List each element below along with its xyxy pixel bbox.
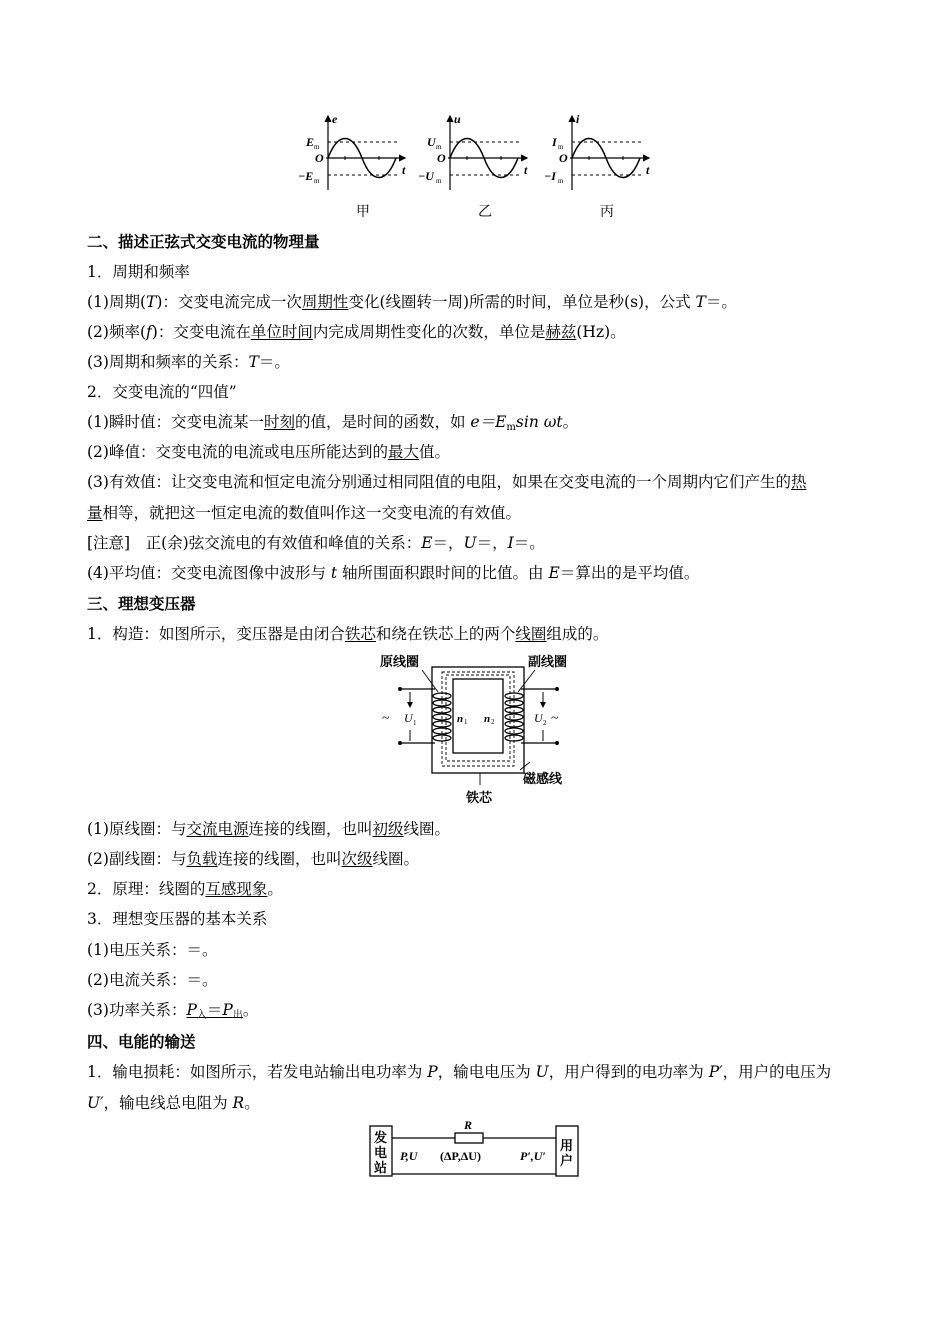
transmission-figure: [368, 1118, 582, 1180]
svg-text:2: 2: [491, 718, 495, 726]
sec2-instantaneous: (1)瞬时值：交变电流某一时刻的值，是时间的函数，如 $e=E_m\sin$ ωt。: [87, 413, 579, 433]
axis-label-u: u: [454, 112, 461, 126]
axis-label-i: i: [576, 112, 580, 126]
svg-text:站: 站: [374, 1160, 388, 1175]
svg-text:m: m: [558, 143, 564, 151]
sec2-average: (4)平均值：交变电流图像中波形与 t 轴所围面积跟时间的比值。由 E＝算出的是平均值。: [87, 564, 700, 582]
sec3-power: (3)功率关系：$P_入=P_出$。: [87, 1001, 259, 1021]
sec2-note: [注意] 正(余)弦交流电的有效值和峰值的关系：E＝，U＝，I＝。: [87, 534, 545, 552]
svg-text:~: ~: [551, 711, 559, 726]
svg-text:U: U: [427, 135, 436, 149]
sec3-sub3: 3．理想变压器的基本关系: [87, 910, 268, 928]
caption-yi: 乙: [478, 205, 492, 220]
heading-sec3: 三、理想变压器: [87, 594, 196, 613]
sec3-structure: 1．构造：如图所示，变压器是由闭合铁芯和绕在铁芯上的两个线圈组成的。: [87, 625, 609, 643]
sec2-period: (1)周期(T)：交变电流完成一次周期性变化(线圈转一周)所需的时间，单位是秒(s)，公式 T＝。: [87, 293, 737, 311]
label-resistor: R: [464, 1118, 473, 1132]
sec2-sub1: 1．周期和频率: [87, 263, 190, 281]
wave-graph-e: [298, 112, 406, 220]
svg-text:(ΔP,ΔU): (ΔP,ΔU): [440, 1149, 481, 1163]
svg-text:2: 2: [543, 719, 547, 727]
heading-sec4: 四、电能的输送: [87, 1032, 196, 1051]
label-secondary-coil: 副线圈: [528, 654, 568, 669]
sec3-current: (2)电流关系：＝。: [87, 971, 218, 989]
sec2-sub2: 2．交变电流的“四值”: [87, 383, 237, 401]
svg-text:O: O: [559, 151, 568, 165]
svg-text:n: n: [457, 713, 464, 725]
svg-text:O: O: [315, 151, 324, 165]
svg-text:1: 1: [464, 718, 468, 726]
sec3-primary: (1)原线圈：与交流电源连接的线圈，也叫初级线圈。: [87, 820, 451, 838]
sec2-effective-1: (3)有效值：让交变电流和恒定电流分别通过相同阻值的电阻，如果在交变电流的一个周期内它们产生的热: [87, 473, 807, 491]
svg-text:户: 户: [560, 1153, 574, 1168]
svg-text:发: 发: [374, 1130, 388, 1145]
caption-jia: 甲: [356, 205, 370, 220]
transmission-svg: [368, 1118, 582, 1180]
svg-text:m: m: [436, 177, 442, 185]
label-core: 铁芯: [466, 790, 493, 805]
svg-text:1: 1: [413, 719, 417, 727]
transformer-svg: [380, 652, 575, 807]
sec3-secondary: (2)副线圈：与负载连接的线圈，也叫次级线圈。: [87, 850, 420, 868]
svg-text:电: 电: [374, 1145, 388, 1160]
sec3-principle: 2．原理：线圈的互感现象。: [87, 880, 283, 898]
resistor-symbol: [455, 1133, 483, 1143]
svg-text:−U: −U: [418, 169, 434, 183]
sine-wave-figures: [290, 110, 670, 222]
transformer-figure: [380, 652, 575, 807]
svg-text:I: I: [552, 135, 557, 149]
sec2-relation: (3)周期和频率的关系：T＝。: [87, 353, 290, 371]
svg-text:E: E: [306, 135, 315, 149]
svg-text:U: U: [534, 711, 543, 725]
svg-text:−E: −E: [298, 169, 314, 183]
label-primary-coil: 原线圈: [380, 654, 420, 669]
sec4-loss: 1．输电损耗：如图所示，若发电站输出电功率为 P，输电电压为 U，用户得到的电功率为 P′，用户的电压为 U′，输电线总电阻为 R。: [87, 1063, 832, 1112]
svg-text:U: U: [404, 711, 413, 725]
wave-graph-u: [418, 112, 528, 220]
svg-text:~: ~: [382, 711, 390, 726]
sec2-peak: (2)峰值：交变电流的电流或电压所能达到的最大值。: [87, 443, 450, 461]
svg-text:用: 用: [560, 1138, 574, 1153]
svg-text:P,U: P,U: [400, 1149, 418, 1163]
axis-label-e: e: [332, 112, 338, 126]
heading-sec2: 二、描述正弦式交变电流的物理量: [87, 232, 320, 251]
svg-text:O: O: [437, 151, 446, 165]
svg-text:P′,U′: P′,U′: [520, 1149, 546, 1163]
sec3-voltage: (1)电压关系：＝。: [87, 941, 218, 959]
sine-wave-svg: [290, 110, 670, 222]
svg-text:t: t: [646, 163, 650, 177]
svg-text:t: t: [524, 163, 528, 177]
sec2-frequency: (2)频率(f)：交变电流在单位时间内完成周期性变化的次数，单位是赫兹(Hz)。: [87, 323, 626, 341]
caption-bing: 丙: [600, 205, 614, 220]
sec2-effective-2: 量相等，就把这一恒定电流的数值叫作这一交变电流的有效值。: [87, 504, 522, 522]
svg-text:n: n: [484, 713, 491, 725]
svg-text:m: m: [436, 143, 442, 151]
svg-text:t: t: [402, 163, 406, 177]
wave-graph-i: [544, 112, 650, 220]
svg-text:m: m: [314, 143, 320, 151]
svg-text:m: m: [558, 177, 564, 185]
svg-text:−I: −I: [544, 169, 556, 183]
label-flux: 磁感线: [523, 771, 563, 786]
svg-text:m: m: [314, 177, 320, 185]
